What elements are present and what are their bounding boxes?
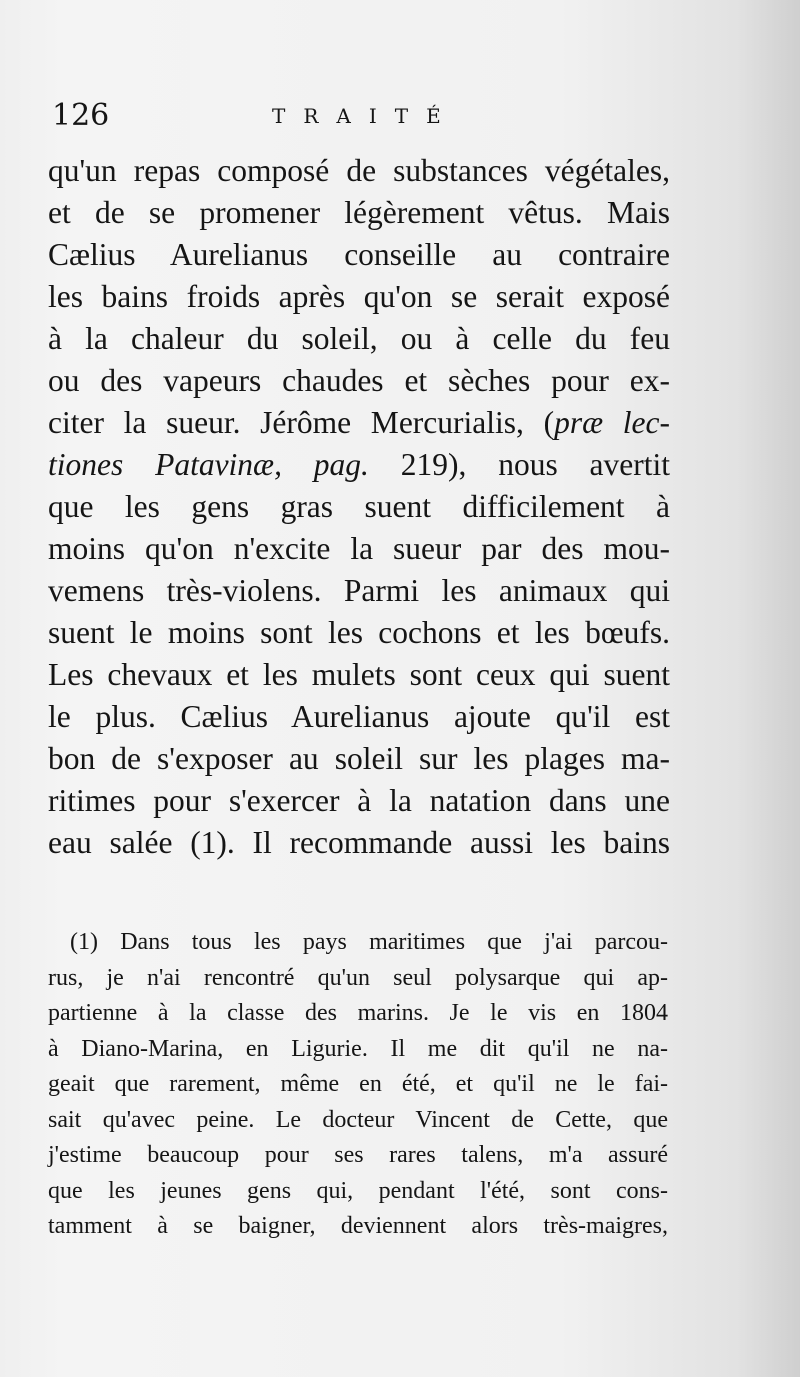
text-line: vemens très-violens. Parmi les animaux qui xyxy=(48,573,670,608)
text-line: Cælius Aurelianus conseille au contraire xyxy=(48,237,670,272)
text-line: qu'un repas composé de substances végétales, xyxy=(48,153,670,188)
footnote-line: j'estime beaucoup pour ses rares talens, m'a assuré xyxy=(48,1142,668,1168)
text-line: les bains froids après qu'on se serait exposé xyxy=(48,279,670,314)
text-line xyxy=(48,444,670,486)
footnote-line: à Diano-Marina, en Ligurie. Il me dit qu'il ne na- xyxy=(48,1035,668,1062)
text-line: moins qu'on n'excite la sueur par des mou- xyxy=(48,531,670,566)
footnote-line: que les jeunes gens qui, pendant l'été, sont cons- xyxy=(48,1177,668,1204)
text-line-italic: præ lec- xyxy=(554,405,670,440)
text-line: bon de s'exposer au soleil sur les plages ma- xyxy=(48,741,670,776)
text-line: Les chevaux et les mulets sont ceux qui suent xyxy=(48,657,670,692)
text-line xyxy=(48,402,670,444)
text-line-roman: 219), nous avertit xyxy=(368,447,670,482)
main-text xyxy=(48,150,670,864)
text-line: ritimes pour s'exercer à la natation dans une xyxy=(48,783,670,818)
running-title: TRAITÉ xyxy=(272,104,459,128)
text-line: le plus. Cælius Aurelianus ajoute qu'il est xyxy=(48,699,670,734)
text-line: et de se promener légèrement vêtus. Mais xyxy=(48,195,670,230)
text-line: eau salée (1). Il recommande aussi les bains xyxy=(48,825,670,860)
text-line-italic: tiones Patavinæ, pag. xyxy=(48,447,369,482)
text-line: que les gens gras suent difficilement à xyxy=(48,489,670,524)
page-header xyxy=(52,98,652,138)
footnote-line: tamment à se baigner, deviennent alors très-maigres, xyxy=(48,1213,668,1239)
text-line: suent le moins sont les cochons et les bœufs. xyxy=(48,615,670,650)
footnote-line: (1) Dans tous les pays maritimes que j'ai parcou- xyxy=(70,929,668,955)
text-line: à la chaleur du soleil, ou à celle du feu xyxy=(48,321,670,356)
text-line-roman: citer la sueur. Jérôme Mercurialis, ( xyxy=(48,405,555,440)
footnote-line: sait qu'avec peine. Le docteur Vincent de Cette, que xyxy=(48,1106,668,1133)
footnote xyxy=(48,925,668,1245)
page-number: 126 xyxy=(52,98,110,133)
text-line: ou des vapeurs chaudes et sèches pour ex- xyxy=(48,363,670,398)
footnote-line: partienne à la classe des marins. Je le vis en 1804 xyxy=(48,1000,668,1026)
footnote-line: rus, je n'ai rencontré qu'un seul polysarque qui ap- xyxy=(48,964,668,991)
footnote-line: geait que rarement, même en été, et qu'il ne le fai- xyxy=(48,1071,668,1097)
